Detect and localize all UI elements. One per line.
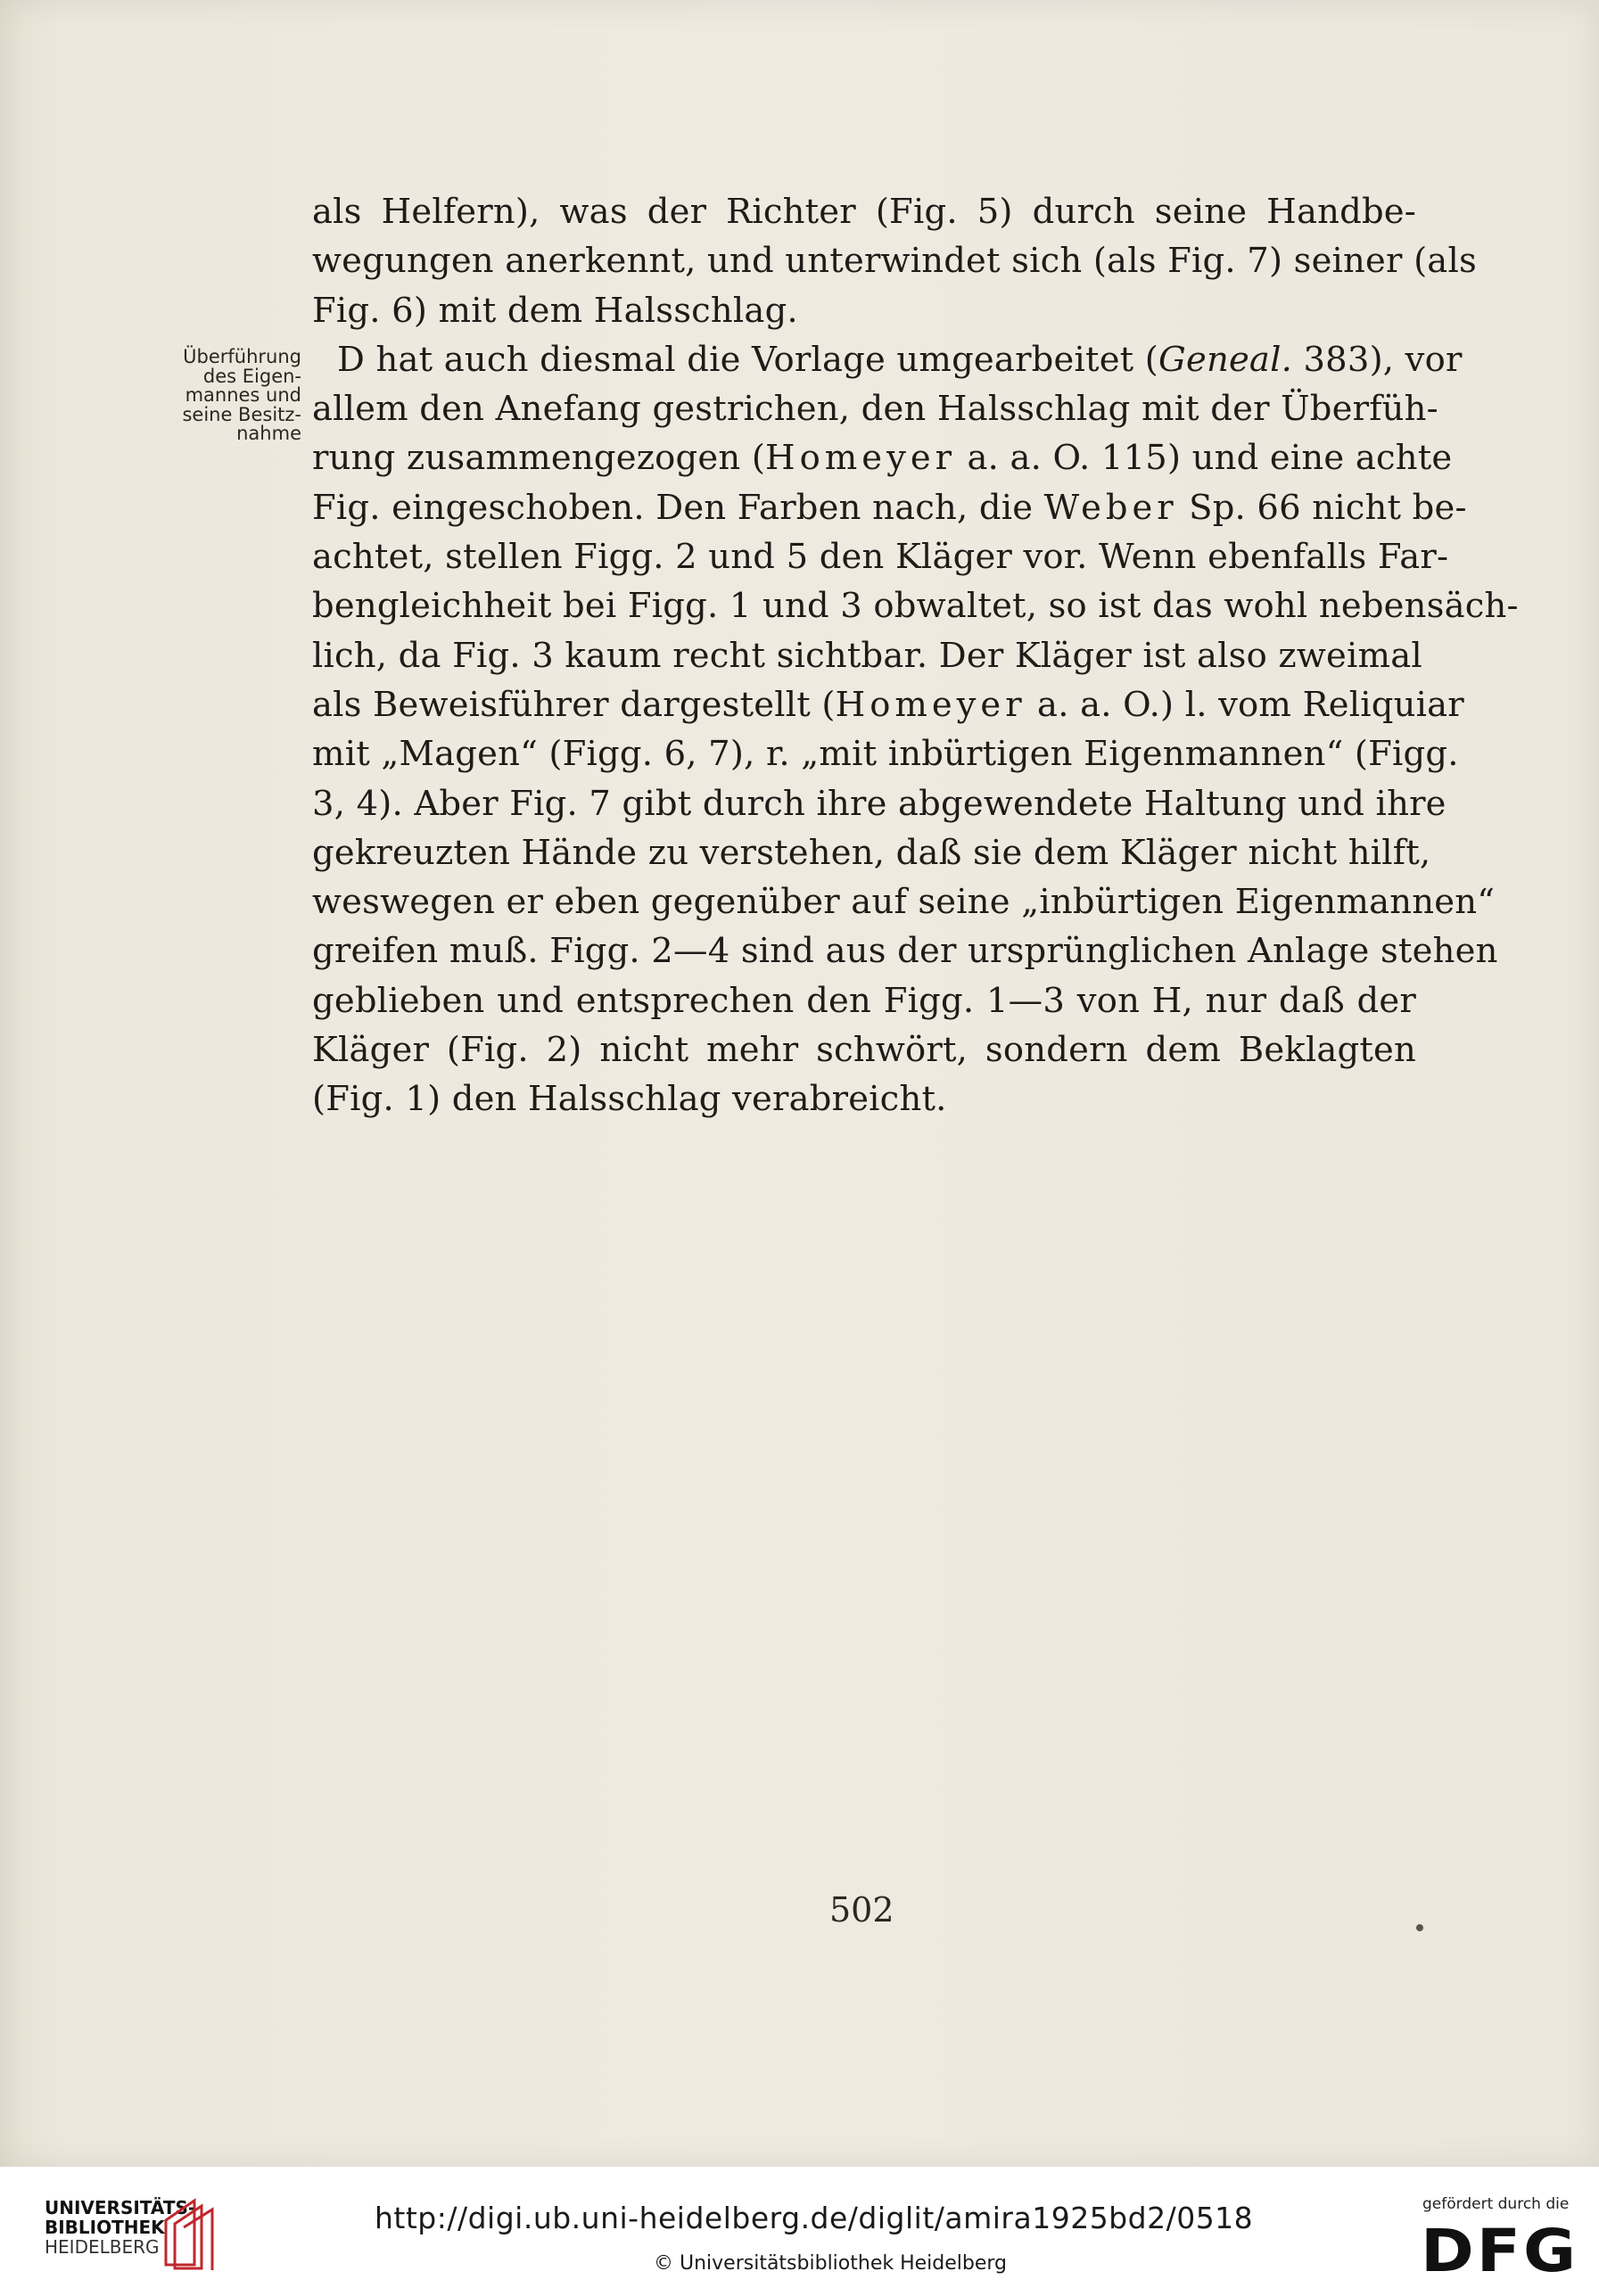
text-segment: D hat auch diesmal die Vorlage umgearbeitet ( (337, 339, 1159, 380)
margin-note (150, 348, 301, 444)
text-line: gekreuzten Hände zu verstehen, daß sie dem Kläger nicht hilft, (312, 832, 1431, 873)
text-segment: Fig. eingeschoben. Den Farben nach, die (312, 487, 1044, 528)
spaced-author-name: Weber (1043, 487, 1178, 528)
text-line: 3, 4). Aber Fig. 7 gibt durch ihre abgewendete Haltung und ihre (312, 783, 1447, 824)
margin-note-line: des Eigen- (202, 365, 301, 387)
text-line: als Helfern), was der Richter (Fig. 5) durch seine Handbe- (312, 192, 1416, 232)
text-line: greifen muß. Figg. 2—4 sind aus der ursprünglichen Anlage stehen (312, 931, 1498, 972)
page-number: 502 (829, 1890, 894, 1930)
body-text (312, 187, 1519, 1124)
dfg-logo[interactable]: DFG (1421, 2216, 1579, 2285)
logo-line: UNIVERSITÄTS- (45, 2197, 196, 2218)
text-line: allem den Anefang gestrichen, den Halsschlag mit der Überfüh- (312, 389, 1438, 430)
text-line: geblieben und entsprechen den Figg. 1—3 von H, nur daß der (312, 980, 1416, 1021)
text-line: (Fig. 1) den Halsschlag verabreicht. (312, 1079, 947, 1120)
text-line: bengleichheit bei Figg. 1 und 3 obwaltet, so ist das wohl nebensäch- (312, 586, 1519, 627)
spaced-author-name: Homeyer (835, 684, 1026, 725)
footer-bar (0, 2167, 1599, 2296)
margin-note-line: seine Besitz- (182, 403, 301, 425)
ink-speck (1416, 1924, 1423, 1931)
text-segment: a. a. O. 115) und eine achte (956, 438, 1453, 479)
text-segment: 383), vor (1292, 339, 1463, 380)
logo-line: HEIDELBERG (45, 2236, 160, 2258)
funding-note: gefördert durch die (1422, 2195, 1570, 2213)
text-line: Kläger (Fig. 2) nicht mehr schwört, sondern dem Beklagten (312, 1030, 1416, 1071)
text-segment: rung zusammengezogen ( (312, 438, 766, 479)
copyright-notice: © Universitätsbibliothek Heidelberg (654, 2252, 1008, 2275)
margin-note-line: nahme (236, 423, 301, 444)
spaced-author-name: Homeyer (765, 438, 957, 479)
text-line: wegungen anerkennt, und unterwindet sich (als Fig. 7) seiner (als (312, 241, 1477, 282)
text-segment: a. a. O.) l. vom Reliquiar (1026, 684, 1464, 725)
text-line: Fig. 6) mit dem Halsschlag. (312, 290, 798, 331)
margin-note-line: mannes und (185, 384, 301, 406)
logo-line: BIBLIOTHEK (45, 2217, 165, 2238)
text-line: achtet, stellen Figg. 2 und 5 den Kläger vor. Wenn ebenfalls Far- (312, 537, 1449, 578)
text-line (312, 680, 1464, 729)
text-segment: als Beweisführer dargestellt ( (312, 684, 836, 725)
permalink-url[interactable]: http://digi.ub.uni-heidelberg.de/diglit/amira1925bd2/0518 (375, 2201, 1254, 2235)
text-line (312, 335, 1463, 384)
text-line: mit „Magen“ (Figg. 6, 7), r. „mit inbürtigen Eigenmannen“ (Figg. (312, 734, 1459, 775)
italic-citation: Geneal. (1158, 339, 1293, 380)
library-emblem-icon (159, 2193, 221, 2272)
text-line (312, 433, 1453, 482)
text-segment: Sp. 66 nicht be- (1177, 487, 1467, 528)
text-line: lich, da Fig. 3 kaum recht sichtbar. Der Kläger ist also zweimal (312, 635, 1422, 676)
margin-note-line: Überführung (183, 346, 301, 367)
text-line (312, 483, 1467, 532)
text-line: weswegen er eben gegenüber auf seine „inbürtigen Eigenmannen“ (312, 882, 1496, 923)
